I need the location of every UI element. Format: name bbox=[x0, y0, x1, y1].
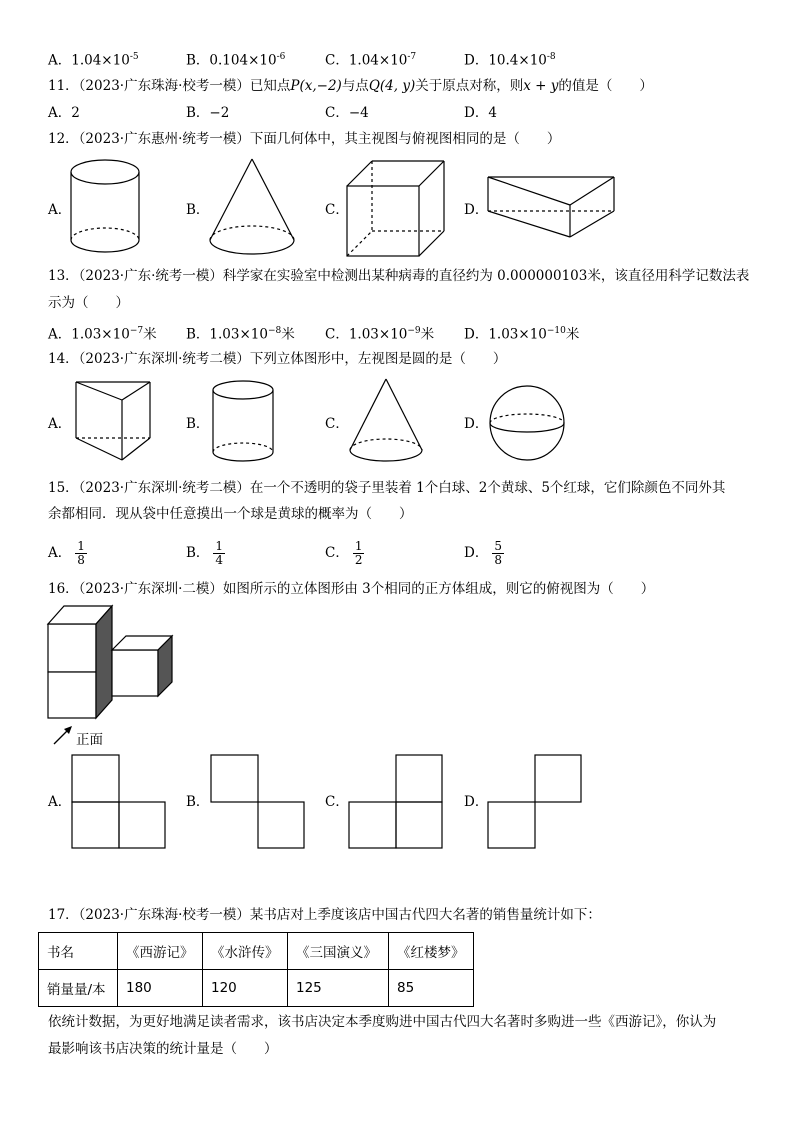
q14-sphere-figure bbox=[488, 384, 568, 464]
table-cell: 85 bbox=[389, 970, 474, 1007]
table-header-cell: 《水浒传》 bbox=[203, 933, 288, 970]
q17-stem: 17．（2023·广东珠海·校考一模）某书店对上季度该店中国古代四大名著的销售量统计如下： bbox=[48, 907, 601, 923]
q10-option-d[interactable]: D．$10.4\times 10^{-8}$ bbox=[464, 52, 556, 69]
q11-option-a[interactable]: A．2 bbox=[48, 105, 80, 121]
table-cell: 180 bbox=[118, 970, 203, 1007]
q11-option-b[interactable]: B．−2 bbox=[186, 105, 230, 121]
q14-cone-figure bbox=[348, 378, 428, 468]
q12-option-c[interactable]: C． bbox=[325, 202, 349, 218]
q16-cube-figure bbox=[47, 604, 177, 720]
q14-stem: 14．（2023·广东深圳·统考二模）下列立体图形中，左视图是圆的是（ ） bbox=[48, 351, 507, 367]
q14-option-a[interactable]: A． bbox=[48, 416, 72, 432]
q13-option-a[interactable]: A．$1.03\times 10^{-7}$米 bbox=[48, 326, 157, 343]
q15-option-d[interactable]: D． $\frac{5}{8}$ bbox=[464, 539, 502, 567]
table-header-row bbox=[39, 933, 474, 970]
q16-view-b bbox=[210, 754, 306, 850]
q12-stem: 12．（2023·广东惠州·统考一模）下面几何体中，其主视图与俯视图相同的是（ ） bbox=[48, 131, 561, 147]
q14-option-c[interactable]: C． bbox=[325, 416, 349, 432]
table-header-cell: 《红楼梦》 bbox=[389, 933, 474, 970]
q12-cylinder-figure bbox=[70, 158, 142, 258]
q12-option-a[interactable]: A． bbox=[48, 202, 72, 218]
table-header-cell: 《三国演义》 bbox=[288, 933, 389, 970]
table-row bbox=[39, 970, 474, 1007]
q11-option-c[interactable]: C．−4 bbox=[325, 105, 369, 121]
q16-option-c[interactable]: C． bbox=[325, 794, 349, 810]
q14-prism-figure bbox=[74, 380, 154, 464]
q14-option-b[interactable]: B． bbox=[186, 416, 210, 432]
q16-view-c bbox=[348, 754, 444, 850]
q12-prism-figure bbox=[486, 175, 616, 241]
q10-option-b[interactable]: B．$0.104\times 10^{-6}$ bbox=[186, 52, 286, 69]
q13-stem-line2: 示为（ ） bbox=[48, 295, 129, 311]
q16-view-d bbox=[487, 754, 583, 850]
q17-after-line1: 依统计数据，为更好地满足读者需求，该书店决定本季度购进中国古代四大名著时多购进一些《西游记》，你认为 bbox=[48, 1014, 717, 1030]
q12-cube-figure bbox=[346, 160, 446, 258]
q15-option-c[interactable]: C． $\frac{1}{2}$ bbox=[325, 539, 363, 567]
q16-option-d[interactable]: D． bbox=[464, 794, 489, 810]
table-cell: 125 bbox=[288, 970, 389, 1007]
table-header-cell: 书名 bbox=[39, 933, 118, 970]
q16-view-a bbox=[71, 754, 167, 850]
q16-option-a[interactable]: A． bbox=[48, 794, 72, 810]
q15-stem-line2: 余都相同．现从袋中任意摸出一个球是黄球的概率为（ ） bbox=[48, 506, 413, 522]
q13-option-d[interactable]: D．$1.03\times 10^{-10}$米 bbox=[464, 326, 580, 343]
sales-table bbox=[38, 932, 474, 1007]
q13-option-c[interactable]: C．$1.03\times 10^{-9}$米 bbox=[325, 326, 435, 343]
table-header-cell: 《西游记》 bbox=[118, 933, 203, 970]
q10-option-c[interactable]: C．$1.04\times 10^{-7}$ bbox=[325, 52, 417, 69]
q14-cylinder-figure bbox=[212, 380, 278, 466]
q12-option-d[interactable]: D． bbox=[464, 202, 489, 218]
q15-option-b[interactable]: B． $\frac{1}{4}$ bbox=[186, 539, 224, 567]
q13-stem-line1: 13．（2023·广东·统考一模）科学家在实验室中检测出某种病毒的直径约为 0.000000103米，该直径用科学记数法表 bbox=[48, 268, 750, 284]
q16-stem: 16．（2023·广东深圳·二模）如图所示的立体图形由 3个相同的正方体组成，则它的俯视图为（ ） bbox=[48, 581, 655, 597]
front-label: 正面 bbox=[76, 732, 103, 748]
q12-option-b[interactable]: B． bbox=[186, 202, 210, 218]
q15-option-a[interactable]: A． $\frac{1}{8}$ bbox=[48, 539, 85, 567]
q16-option-b[interactable]: B． bbox=[186, 794, 210, 810]
q14-option-d[interactable]: D． bbox=[464, 416, 489, 432]
q17-after-line2: 最影响该书店决策的统计量是（ ） bbox=[48, 1041, 278, 1057]
q12-cone-figure bbox=[208, 158, 298, 260]
q11-stem: 11．（2023·广东珠海·校考一模）已知点P(x,−2)与点Q(4, y)关于原点对称，则x + y的值是（ ） bbox=[48, 78, 653, 94]
q10-option-a[interactable]: A．$1.04\times 10^{-5}$ bbox=[48, 52, 139, 69]
table-cell: 120 bbox=[203, 970, 288, 1007]
q13-option-b[interactable]: B．$1.03\times 10^{-8}$米 bbox=[186, 326, 295, 343]
q15-stem-line1: 15．（2023·广东深圳·统考二模）在一个不透明的袋子里装着 1个白球、2个黄球、5个红球，它们除颜色不同外其 bbox=[48, 480, 726, 496]
front-arrow-icon bbox=[52, 724, 74, 746]
q11-option-d[interactable]: D．4 bbox=[464, 105, 497, 121]
table-cell: 销量量/本 bbox=[39, 970, 118, 1007]
